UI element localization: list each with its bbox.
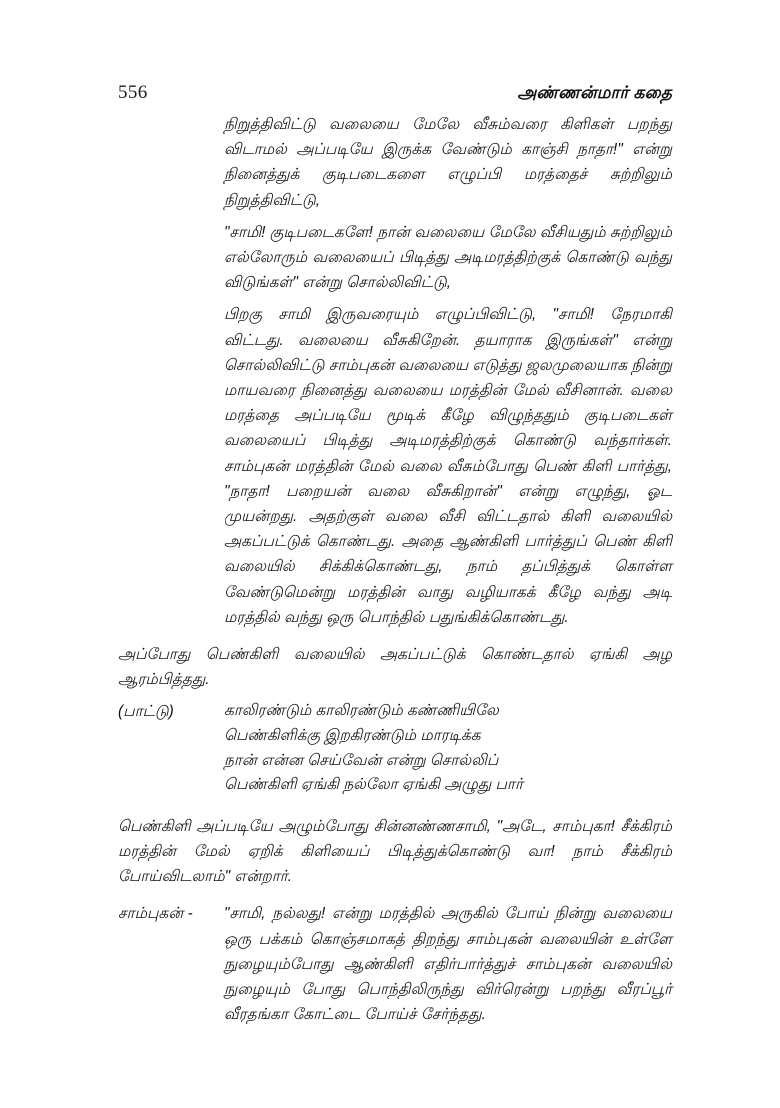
paragraph-spacer: [118, 798, 672, 814]
song-line: பெண்கிளி ஏங்கி நல்லோ ஏங்கி அழுது பார்: [224, 776, 523, 794]
song-line: பெண்கிளிக்கு இறகிரண்டும் மாரடிக்க: [224, 727, 481, 745]
paragraph-2: "சாமி! குடிபடைகளே! நான் வலையை மேலே வீசியதும் சுற்றிலும் எல்லோரும் வலையைப் பிடித்து அடிமரத்திற்குக் கொண்டு வந்து விடுங்கள்" என்று சொல்லிவிட்டு,: [224, 223, 672, 292]
dialogue-text: "சாமி, நல்லது! என்று மரத்தில் அருகில் போய் நின்று வலையை ஒரு பக்கம் கொஞ்சமாகத் திறந்து சாம்புகன் வலையின் உள்ளே நுழையும்போது ஆண்கிளி எதிர்பார்த்துச் சாம்புகன் வலையில் நுழையும் போது பொந்திலிருந்து விர்ரென்று பறந்து வீரப்பூர் வீரதங்கா கோட்டை போய்ச் சேர்ந்தது.: [224, 905, 672, 1024]
paragraph-1: நிறுத்திவிட்டு வலையை மேலே வீசும்வரை கிளிகள் பறந்து விடாமல் அப்படியே இருக்க வேண்டும் காஞ்சி நாதா!" என்று நினைத்துக் குடிபடைகளை எழுப்பி மரத்தைச் சுற்றிலும் நிறுத்திவிட்டு,: [224, 116, 672, 209]
paragraph-spacer: [118, 630, 672, 642]
paragraph-spacer: [118, 213, 672, 220]
song-block: [118, 699, 672, 797]
dialogue-block: [118, 901, 672, 1027]
song-lines: [224, 699, 672, 797]
speaker-label: சாம்புகன் -: [118, 905, 193, 923]
song-label: (பாட்டு): [118, 703, 174, 721]
song-line: காலிரண்டும் காலிரண்டும் கண்ணியிலே: [224, 702, 499, 720]
text-column: [118, 112, 672, 1027]
paragraph-5: பெண்கிளி அப்படியே அழும்போது சின்னண்ணசாமி, "அடே, சாம்புகா! சீக்கிரம் மரத்தின் மேல் ஏறிக் கிளியைப் பிடித்துக்கொண்டு வா! நாம் சீக்கிரம் போய்விடலாம்" என்றார்.: [118, 817, 672, 886]
dialogue-body: [224, 901, 672, 1027]
running-head: [118, 82, 672, 105]
paragraph-spacer: [118, 889, 672, 901]
page-number: 556: [118, 82, 148, 103]
paragraph-3: பிறகு சாமி இருவரையும் எழுப்பிவிட்டு, "சாமி! நேரமாகி விட்டது. வலையை வீசுகிறேன். தயாராக இருங்கள்" என்று சொல்லிவிட்டு சாம்புகன் வலையை எடுத்து ஜலமுலையாக நின்று மாயவரை நினைத்து வலையை மரத்தின் மேல் வீசினான். வலை மரத்தை அப்படியே மூடிக் கீழே விழுந்ததும் குடிபடைகள் வலையைப் பிடித்து அடிமரத்திற்குக் கொண்டு வந்தார்கள். சாம்புகன் மரத்தின் மேல் வலை வீசும்போது பெண் கிளி பார்த்து, "நாதா! பறையன் வலை வீசுகிறான்" என்று எழுந்து, ஓட முயன்றது. அதற்குள் வலை வீசி விட்டதால் கிளி வலையில் அகப்பட்டுக் கொண்டது. அதை ஆண்கிளி பார்த்துப் பெண் கிளி வலையில் சிக்கிக்கொண்டது, நாம் தப்பித்துக் கொள்ள வேண்டுமென்று மரத்தின் வாது வழியாகக் கீழே வந்து அடி மரத்தில் வந்து ஒரு பொந்தில் பதுங்கிக்கொண்டது.: [224, 306, 672, 626]
paragraph-4: அப்போது பெண்கிளி வலையில் அகப்பட்டுக் கொண்டதால் ஏங்கி அழ ஆரம்பித்தது.: [118, 646, 672, 689]
paragraph-spacer: [118, 295, 672, 302]
book-title: அண்ணன்மார் கதை: [517, 83, 672, 102]
song-line: நான் என்ன செய்வேன் என்று சொல்லிப்: [224, 751, 499, 769]
paragraph-spacer: [118, 692, 672, 699]
